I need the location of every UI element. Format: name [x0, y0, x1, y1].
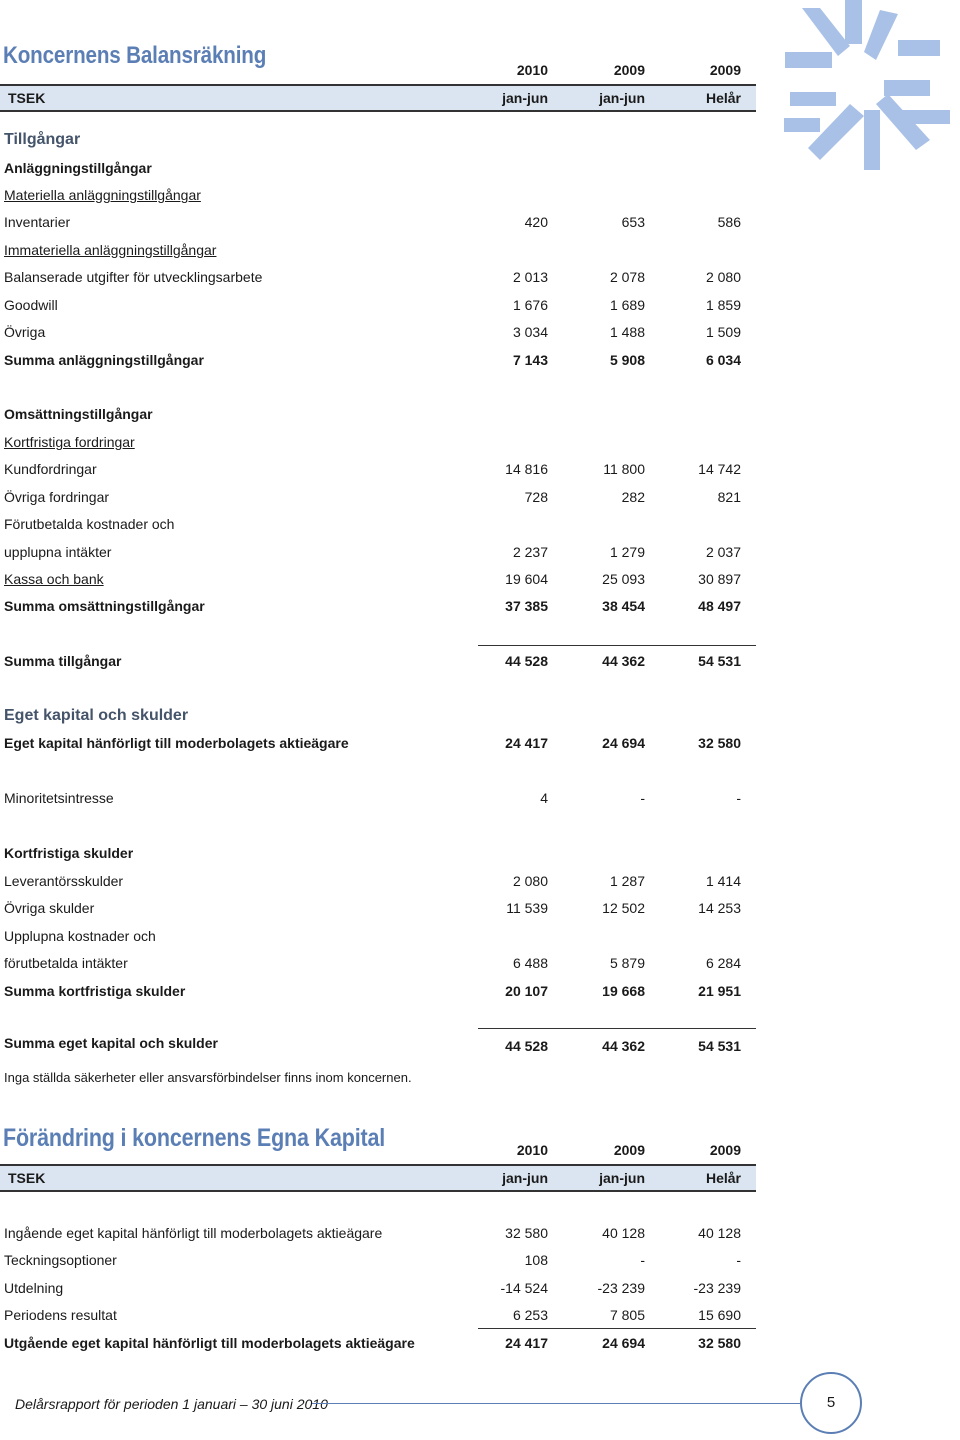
year-col-3: 2009 [709, 62, 741, 78]
table-row [0, 352, 760, 374]
period-col-2: jan-jun [599, 1170, 645, 1186]
table-row [0, 653, 760, 675]
row-value-col-1: 6 253 [512, 1307, 548, 1323]
row-value-col-1: 24 417 [505, 735, 548, 751]
footer-divider [312, 1403, 800, 1404]
section-assets: Tillgångar [4, 131, 81, 148]
row-label: Teckningsoptioner [4, 1252, 117, 1268]
row-value-col-2: 19 668 [602, 983, 645, 999]
equity-year-row [0, 1142, 756, 1166]
row-value-col-1: 4 [540, 790, 548, 806]
table-row [0, 928, 760, 950]
row-value-col-1: 32 580 [505, 1225, 548, 1241]
page-number: 5 [800, 1372, 862, 1434]
row-value-col-3: 21 951 [698, 983, 741, 999]
row-label: Periodens resultat [4, 1307, 117, 1323]
table-row [0, 571, 760, 593]
row-value-col-3: 48 497 [698, 598, 741, 614]
row-value-col-3: 14 742 [698, 461, 741, 477]
row-value-col-2: 24 694 [602, 1335, 645, 1351]
row-label: Övriga fordringar [4, 489, 110, 505]
row-value-col-2: 7 805 [609, 1307, 645, 1323]
row-value-col-1: 728 [524, 489, 548, 505]
row-value-col-3: 1 859 [705, 297, 741, 313]
table-row [0, 735, 760, 757]
year-col-2: 2009 [613, 1142, 645, 1158]
row-value-col-3: 1 509 [705, 324, 741, 340]
table-row [0, 1335, 760, 1357]
row-label: Omsättningstillgångar [4, 406, 153, 422]
table-row [0, 983, 760, 1005]
equity-header-bar [0, 1164, 756, 1192]
table-row [0, 434, 760, 456]
row-label: Summa anläggningstillgångar [4, 352, 204, 368]
row-value-col-3: 586 [717, 214, 741, 230]
row-value-col-1: 108 [524, 1252, 548, 1268]
period-col-1: jan-jun [502, 90, 548, 106]
equity-title: Förändring i koncernens Egna Kapital [3, 1124, 386, 1152]
table-row [0, 845, 760, 867]
snowflake-logo-icon [780, 0, 960, 180]
note-text: Inga ställda säkerheter eller ansvarsförbindelser finns inom koncernen. [4, 1070, 412, 1085]
row-label: Övriga skulder [4, 900, 95, 916]
row-value-col-3: 40 128 [698, 1225, 741, 1241]
row-value-col-3: 30 897 [698, 571, 741, 587]
table-row [0, 1280, 760, 1302]
row-label: Ingående eget kapital hänförligt till moderbolagets aktieägare [4, 1225, 383, 1241]
row-value-col-3: 32 580 [698, 735, 741, 751]
row-label: Summa omsättningstillgångar [4, 598, 205, 614]
row-value-col-2: 11 800 [603, 461, 645, 477]
row-value-col-3: 6 034 [705, 352, 741, 368]
row-value-col-2: 44 362 [602, 653, 645, 669]
period-col-3: Helår [705, 90, 741, 106]
table-row [0, 1307, 760, 1329]
row-value-col-1: 1 676 [512, 297, 548, 313]
row-value-col-2: 653 [621, 214, 645, 230]
row-value-col-2: 12 502 [602, 900, 645, 916]
table-row [0, 160, 760, 182]
row-label: Immateriella anläggningstillgångar [4, 242, 217, 258]
table-row [0, 297, 760, 319]
row-label: Kassa och bank [4, 571, 104, 587]
row-value-col-3: 32 580 [698, 1335, 741, 1351]
row-value-col-2: 282 [621, 489, 645, 505]
row-value-col-3: 54 531 [698, 653, 741, 669]
row-value-col-1: 44 528 [505, 1038, 548, 1054]
row-value-col-3: 1 414 [705, 873, 741, 889]
table-row [0, 544, 760, 566]
row-value-col-3: -23 239 [693, 1280, 741, 1296]
table-row [0, 242, 760, 264]
row-value-col-2: 1 689 [609, 297, 645, 313]
table-row [0, 406, 760, 428]
row-value-col-2: 38 454 [602, 598, 645, 614]
table-row [0, 269, 760, 291]
row-label: Upplupna kostnader och [4, 928, 156, 944]
row-value-col-1: 37 385 [505, 598, 548, 614]
row-value-col-3: 2 037 [705, 544, 741, 560]
row-value-col-2: 1 287 [609, 873, 645, 889]
row-value-col-3: - [736, 1252, 741, 1268]
balance-title: Koncernens Balansräkning [3, 42, 267, 69]
table-row [0, 790, 760, 812]
balance-year-row [0, 62, 756, 86]
row-value-col-3: 821 [717, 489, 741, 505]
header-label: TSEK [8, 90, 46, 106]
row-label: Minoritetsintresse [4, 790, 114, 806]
row-value-col-1: 14 816 [505, 461, 548, 477]
table-row [0, 1035, 760, 1057]
row-value-col-2: 24 694 [602, 735, 645, 751]
year-col-1: 2010 [516, 1142, 548, 1158]
table-row [0, 324, 760, 346]
row-label: Kortfristiga fordringar [4, 434, 135, 450]
row-value-col-1: 24 417 [505, 1335, 548, 1351]
row-label: Balanserade utgifter för utvecklingsarbete [4, 269, 263, 285]
row-value-col-1: -14 524 [500, 1280, 548, 1296]
row-value-col-2: 5 879 [609, 955, 645, 971]
year-col-2: 2009 [613, 62, 645, 78]
table-row [0, 900, 760, 922]
row-value-col-1: 3 034 [512, 324, 548, 340]
row-value-col-1: 2 080 [512, 873, 548, 889]
row-value-col-2: 44 362 [602, 1038, 645, 1054]
table-row [0, 516, 760, 538]
footer-text: Delårsrapport för perioden 1 januari – 30 juni 2010 [15, 1396, 328, 1412]
row-value-col-2: - [640, 1252, 645, 1268]
row-value-col-1: 7 143 [512, 352, 548, 368]
row-value-col-1: 44 528 [505, 653, 548, 669]
row-label: Goodwill [4, 297, 58, 313]
row-label: förutbetalda intäkter [4, 955, 128, 971]
row-value-col-1: 420 [524, 214, 548, 230]
period-col-1: jan-jun [502, 1170, 548, 1186]
total-rule [478, 645, 756, 646]
section-equity-liabilities: Eget kapital och skulder [4, 707, 189, 724]
row-value-col-2: 2 078 [609, 269, 645, 285]
total-rule [478, 1028, 756, 1029]
row-label: Utdelning [4, 1280, 64, 1296]
row-value-col-3: - [736, 790, 741, 806]
row-value-col-2: 1 279 [609, 544, 645, 560]
row-label: upplupna intäkter [4, 544, 112, 560]
row-value-col-1: 19 604 [505, 571, 548, 587]
row-value-col-1: 6 488 [512, 955, 548, 971]
balance-header-bar [0, 84, 756, 112]
row-label: Summa tillgångar [4, 653, 122, 669]
row-label: Övriga [4, 324, 46, 340]
row-label: Utgående eget kapital hänförligt till moderbolagets aktieägare [4, 1335, 415, 1351]
row-value-col-2: -23 239 [597, 1280, 645, 1296]
row-value-col-3: 2 080 [705, 269, 741, 285]
row-value-col-2: - [640, 790, 645, 806]
row-label: Leverantörsskulder [4, 873, 124, 889]
row-label: Förutbetalda kostnader och [4, 516, 175, 532]
row-value-col-1: 20 107 [505, 983, 548, 999]
table-row [0, 873, 760, 895]
row-label: Eget kapital hänförligt till moderbolagets aktieägare [4, 735, 349, 751]
row-label: Kundfordringar [4, 461, 97, 477]
row-value-col-1: 2 013 [512, 269, 548, 285]
row-value-col-2: 40 128 [602, 1225, 645, 1241]
row-label: Summa kortfristiga skulder [4, 983, 186, 999]
total-rule [478, 1328, 756, 1329]
row-value-col-2: 25 093 [602, 571, 645, 587]
table-row [0, 1225, 760, 1247]
row-value-col-3: 6 284 [705, 955, 741, 971]
year-col-1: 2010 [516, 62, 548, 78]
row-value-col-1: 2 237 [512, 544, 548, 560]
row-label: Anläggningstillgångar [4, 160, 152, 176]
row-value-col-1: 11 539 [506, 900, 548, 916]
table-row [0, 489, 760, 511]
table-row [0, 955, 760, 977]
row-label: Inventarier [4, 214, 71, 230]
table-row [0, 1252, 760, 1274]
table-row [0, 598, 760, 620]
row-value-col-3: 54 531 [698, 1038, 741, 1054]
table-row [0, 461, 760, 483]
period-col-2: jan-jun [599, 90, 645, 106]
table-row [0, 214, 760, 236]
year-col-3: 2009 [709, 1142, 741, 1158]
row-value-col-2: 1 488 [609, 324, 645, 340]
row-label: Materiella anläggningstillgångar [4, 187, 201, 203]
row-label: Summa eget kapital och skulder [4, 1035, 218, 1051]
table-row [0, 187, 760, 209]
period-col-3: Helår [705, 1170, 741, 1186]
row-label: Kortfristiga skulder [4, 845, 134, 861]
header-label: TSEK [8, 1170, 46, 1186]
row-value-col-3: 14 253 [698, 900, 741, 916]
row-value-col-3: 15 690 [698, 1307, 741, 1323]
row-value-col-2: 5 908 [609, 352, 645, 368]
